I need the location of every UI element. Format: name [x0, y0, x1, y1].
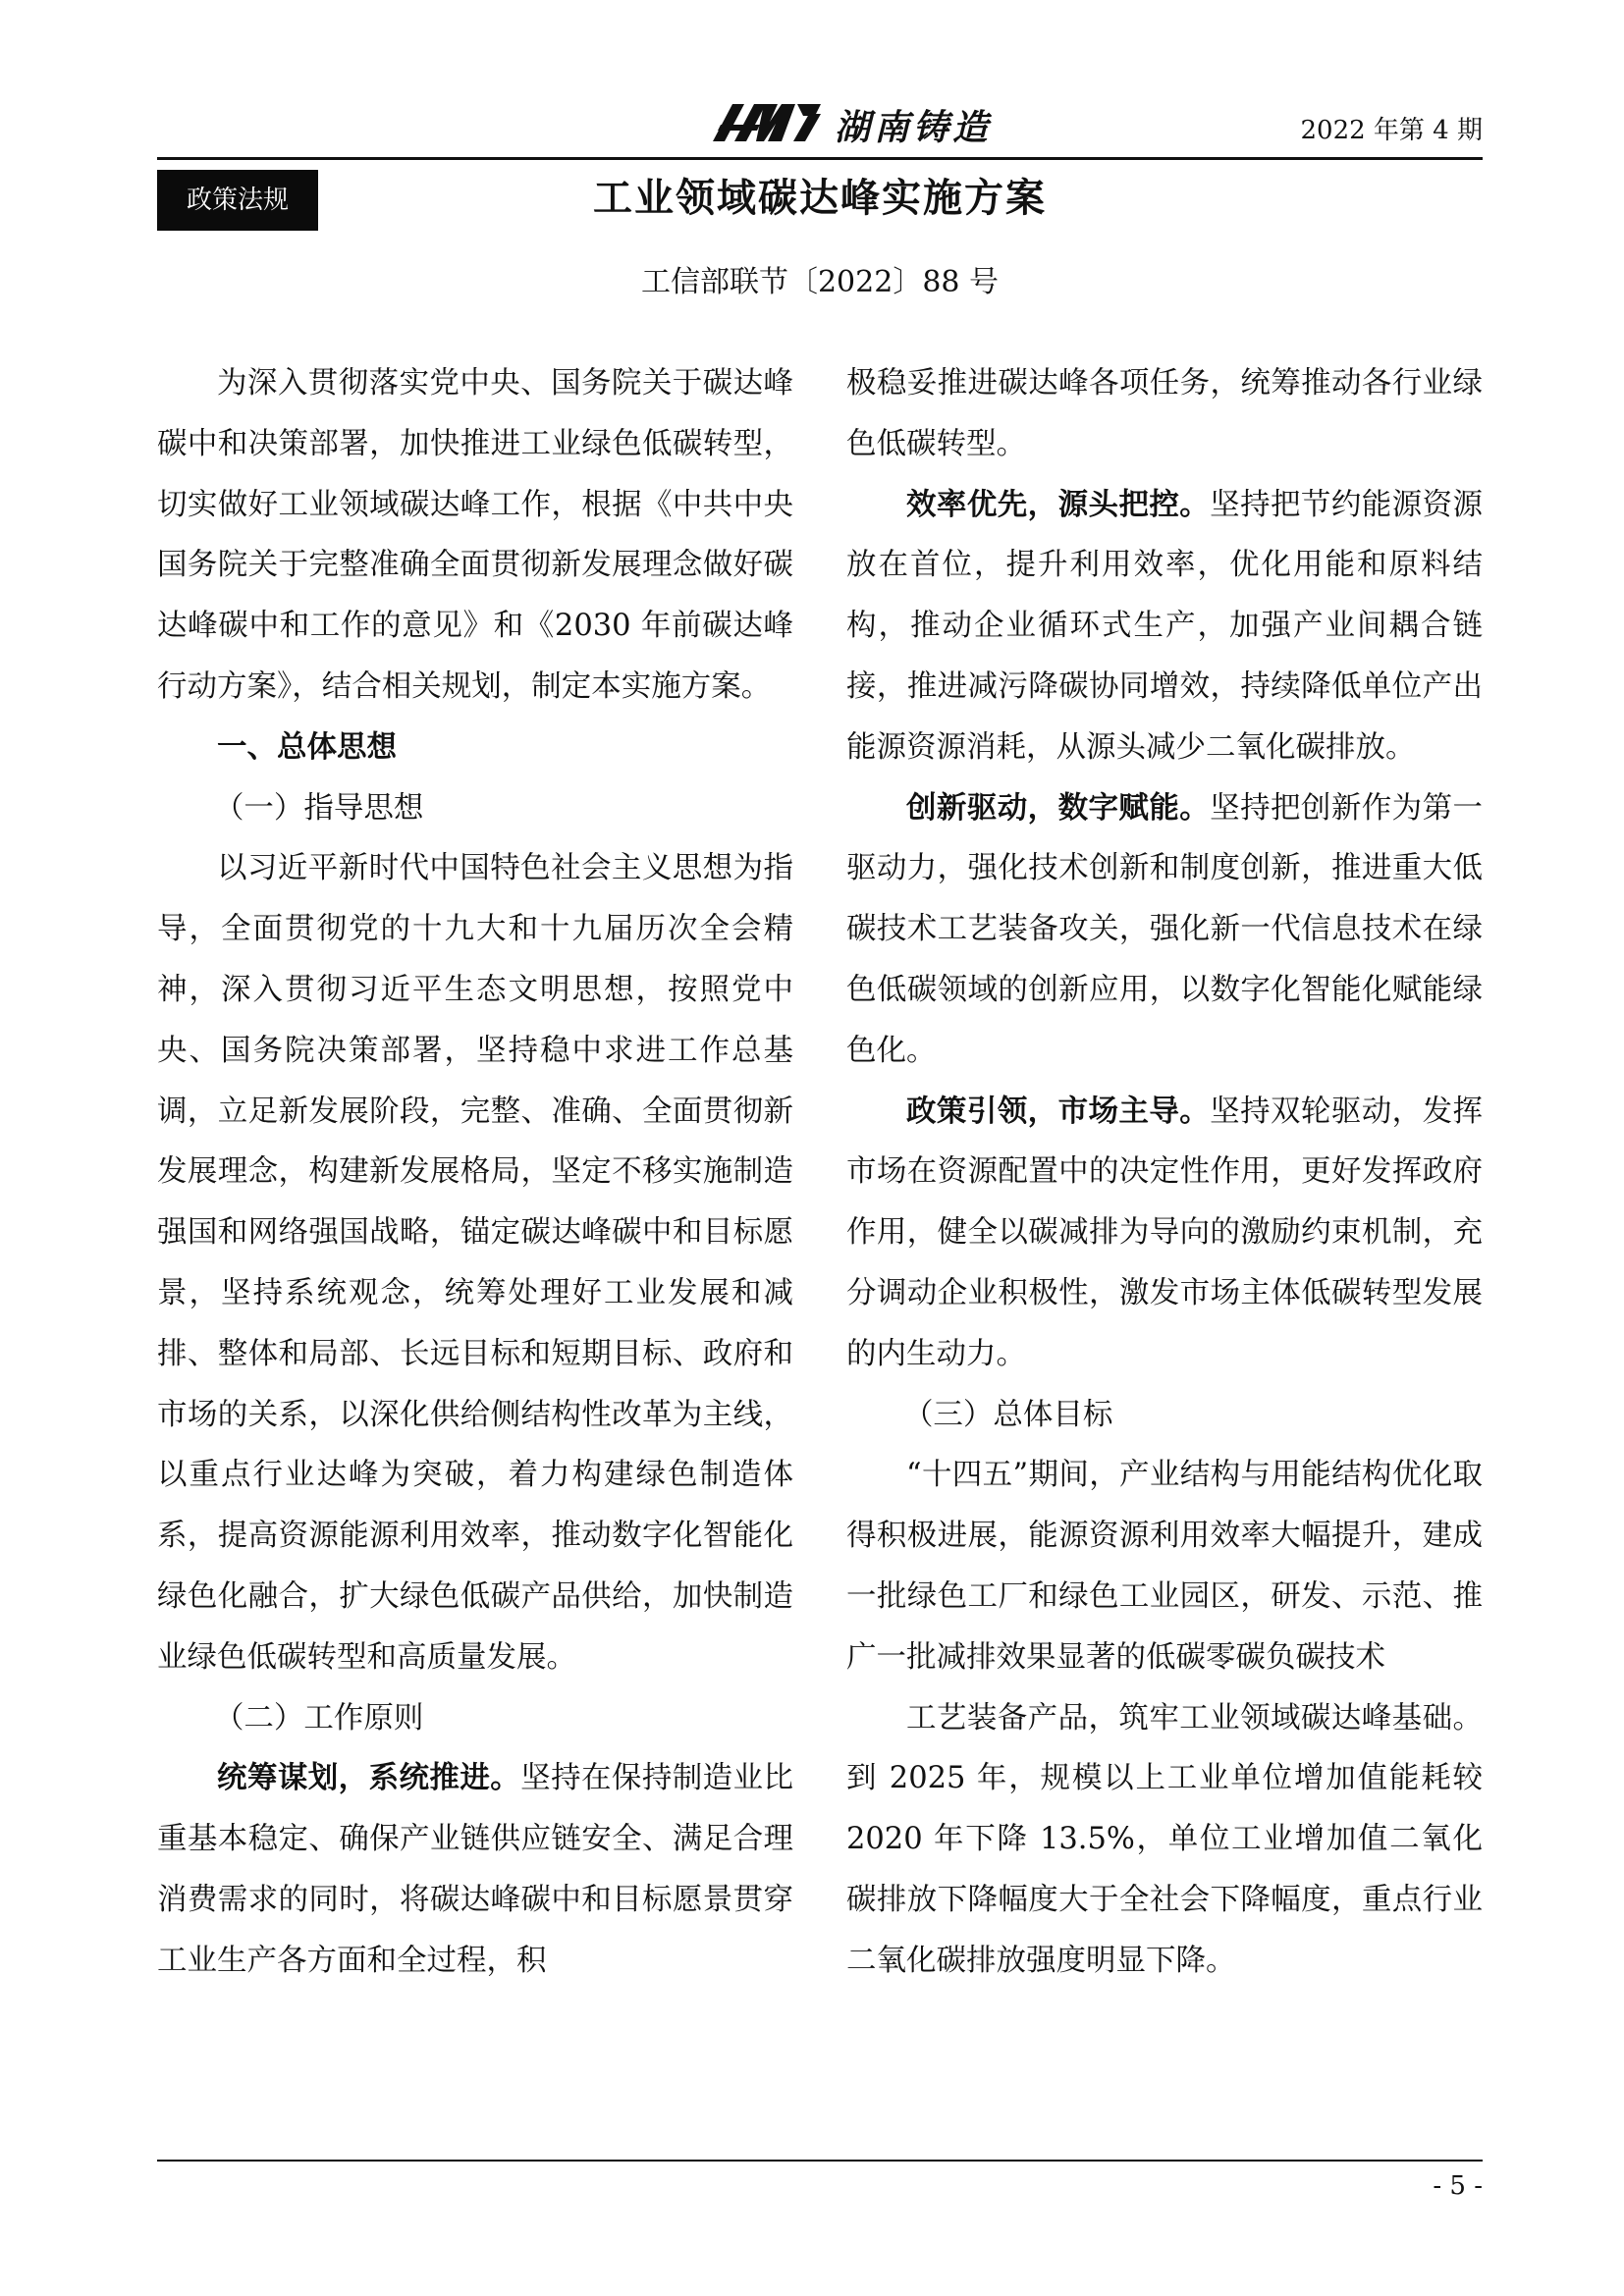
- section-heading-1: 一、总体思想: [217, 729, 397, 765]
- principle-1-continued: 极稳妥推进碳达峰各项任务，统筹推动各行业绿色低碳转型。: [846, 366, 1483, 461]
- principle-1-text: 坚持在保持制造业比重基本稳定、确保产业链供应链安全、满足合理消费需求的同时，将碳达峰碳中和目标愿景贯穿工业生产各方面和全过程，积: [157, 1761, 794, 1978]
- principle-1-title: 统筹谋划，系统推进。: [217, 1761, 521, 1796]
- document-number: 工信部联节〔2022〕88 号: [640, 265, 1000, 299]
- principle-paragraph-1: [157, 1748, 793, 1991]
- principle-paragraph-2: [846, 475, 1483, 778]
- principle-4-title: 政策引领，市场主导。: [906, 1094, 1211, 1129]
- left-column: [157, 353, 793, 1992]
- page-header: [157, 98, 1483, 155]
- goal-paragraph-2: 工艺装备产品，筑牢工业领域碳达峰基础。到 2025 年，规模以上工业单位增加值能耗较 2020 年下降 13.5%，单位工业增加值二氧化碳排放下降幅度大于全社会下降幅度，重点行业二氧化碳排放强度明显下降。: [846, 1700, 1483, 1978]
- page-number: - 5 -: [1433, 2171, 1483, 2201]
- principle-paragraph-3: [846, 778, 1483, 1082]
- footer-divider: [157, 2160, 1483, 2162]
- issue-label: 2022 年第 4 期: [1300, 116, 1483, 145]
- header-divider: [157, 157, 1483, 160]
- principle-2-title: 效率优先，源头把控。: [906, 487, 1211, 522]
- intro-paragraph: 为深入贯彻落实党中央、国务院关于碳达峰碳中和决策部署，加快推进工业绿色低碳转型，切实做好工业领域碳达峰工作，根据《中共中央国务院关于完整准确全面贯彻新发展理念做好碳达峰碳中和工作的意见》和《2030 年前碳达峰行动方案》，结合相关规划，制定本实施方案。: [157, 366, 793, 704]
- right-column: [846, 353, 1483, 1992]
- subheading-goals: （三）总体目标: [902, 1397, 1113, 1432]
- guiding-paragraph: 以习近平新时代中国特色社会主义思想为指导，全面贯彻党的十九大和十九届历次全会精神，深入贯彻习近平生态文明思想，按照党中央、国务院决策部署，坚持稳中求进工作总基调，立足新发展阶段，完整、准确、全面贯彻新发展理念，构建新发展格局，坚定不移实施制造强国和网络强国战略，锚定碳达峰碳中和目标愿景，坚持系统观念，统筹处理好工业发展和减排、整体和局部、长远目标和短期目标、政府和市场的关系，以深化供给侧结构性改革为主线，以重点行业达峰为突破，着力构建绿色制造体系，提高资源能源利用效率，推动数字化智能化绿色化融合，扩大绿色低碳产品供给，加快制造业绿色低碳转型和高质量发展。: [157, 851, 793, 1675]
- subheading-guiding: （一）指导思想: [213, 790, 424, 826]
- subheading-principles: （二）工作原则: [213, 1700, 424, 1735]
- principle-3-title: 创新驱动，数字赋能。: [906, 790, 1211, 826]
- article-title: 工业领域碳达峰实施方案: [593, 176, 1047, 221]
- journal-logo-mark-icon: [707, 100, 825, 143]
- principle-paragraph-4: [846, 1082, 1483, 1385]
- goal-paragraph-1: “十四五”期间，产业结构与用能结构优化取得积极进展，能源资源利用效率大幅提升，建成一批绿色工厂和绿色工业园区，研发、示范、推广一批减排效果显著的低碳零碳负碳技术: [846, 1458, 1483, 1675]
- principle-3-text: 坚持把创新作为第一驱动力，强化技术创新和制度创新，推进重大低碳技术工艺装备攻关，强化新一代信息技术在绿色低碳领域的创新应用，以数字化智能化赋能绿色化。: [846, 790, 1484, 1068]
- principle-4-text: 坚持双轮驱动，发挥市场在资源配置中的决定性作用，更好发挥政府作用，健全以碳减排为导向的激励约束机制，充分调动企业积极性，激发市场主体低碳转型发展的内生动力。: [846, 1094, 1484, 1371]
- section-badge: 政策法规: [157, 170, 318, 231]
- principle-2-text: 坚持把节约能源资源放在首位，提升利用效率，优化用能和原料结构，推动企业循环式生产，加强产业间耦合链接，推进减污降碳协同增效，持续降低单位产出能源资源消耗，从源头减少二氧化碳排放。: [846, 487, 1484, 765]
- journal-name: 湖南铸造: [835, 108, 993, 148]
